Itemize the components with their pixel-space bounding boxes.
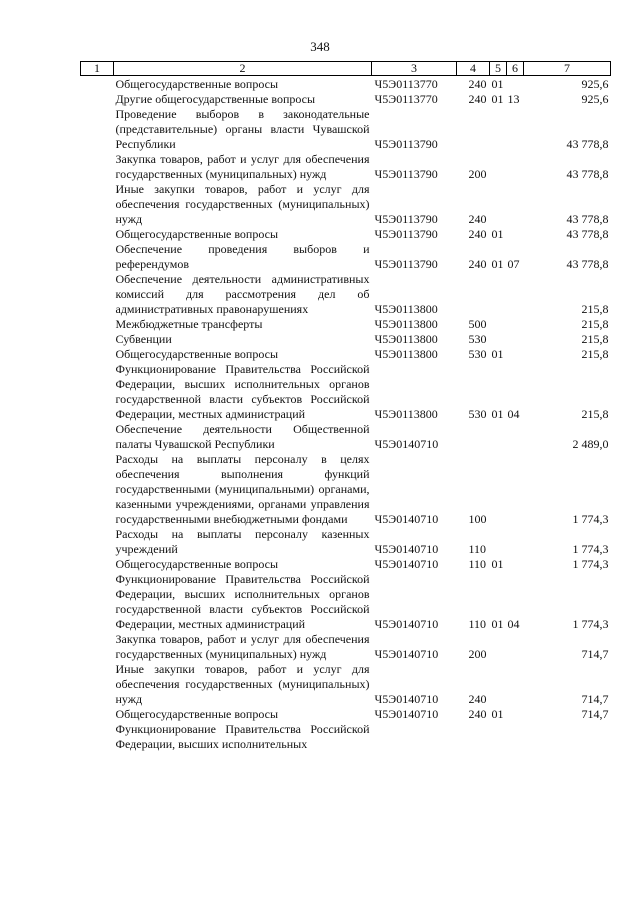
cell-sum: 215,8: [581, 302, 609, 316]
cell-code: Ч5Э0113800: [374, 347, 438, 361]
cell-expense-type: 240: [468, 92, 487, 106]
cell-expense-type: 240: [468, 77, 487, 91]
cell-expense-type: [457, 107, 490, 152]
cell-name: Закупка товаров, работ и услуг для обеспечения государственных (муниципальных) нужд: [115, 152, 370, 181]
cell-section: [490, 632, 507, 662]
cell-number: [81, 92, 114, 107]
cell-sum: 714,7: [581, 647, 609, 661]
table-row: [81, 242, 611, 272]
cell-expense-type: 240: [468, 212, 487, 226]
cell-number: [81, 527, 114, 557]
table-row: [81, 182, 611, 227]
cell-section: 01: [491, 407, 504, 421]
cell-name: Общегосударственные вопросы: [115, 347, 279, 361]
cell-subsection: 07: [507, 257, 520, 271]
cell-sum: 1 774,3: [572, 557, 609, 571]
cell-sum: 215,8: [581, 332, 609, 346]
cell-sum: 215,8: [581, 347, 609, 361]
cell-sum: 43 778,8: [566, 257, 609, 271]
cell-section: [490, 527, 507, 557]
cell-section: [490, 107, 507, 152]
cell-section: 01: [491, 227, 504, 241]
cell-sum: 215,8: [581, 317, 609, 331]
cell-code: Ч5Э0140710: [374, 647, 439, 661]
cell-section: [490, 317, 507, 332]
cell-expense-type: 110: [468, 542, 487, 556]
cell-code: Ч5Э0140710: [374, 617, 439, 631]
cell-sum: 43 778,8: [566, 167, 609, 181]
cell-name: Общегосударственные вопросы: [115, 707, 279, 721]
table-row: [81, 707, 611, 722]
table-row: [81, 272, 611, 317]
cell-name: Субвенции: [115, 332, 172, 346]
cell-number: [81, 242, 114, 272]
cell-name: Общегосударственные вопросы: [115, 557, 279, 571]
header-col-1: 1: [81, 62, 114, 76]
header-col-7: 7: [524, 62, 611, 76]
cell-sum: 1 774,3: [572, 512, 609, 526]
table-header: [81, 62, 611, 76]
table-row: [81, 632, 611, 662]
cell-section: [490, 272, 507, 317]
cell-expense-type: 110: [468, 557, 487, 571]
cell-code: Ч5Э0113790: [374, 137, 438, 151]
header-col-2: 2: [114, 62, 372, 76]
cell-code: Ч5Э0113800: [374, 317, 438, 331]
cell-number: [81, 572, 114, 632]
cell-section: [490, 332, 507, 347]
header-col-4: 4: [457, 62, 490, 76]
cell-number: [81, 722, 114, 752]
cell-subsection: 04: [507, 617, 520, 631]
table-row: [81, 152, 611, 182]
table-row: [81, 527, 611, 557]
cell-code: Ч5Э0113790: [374, 212, 438, 226]
cell-code: Ч5Э0140710: [374, 512, 439, 526]
cell-code: Ч5Э0113770: [374, 77, 438, 91]
table-row: [81, 92, 611, 107]
cell-expense-type: 110: [468, 617, 487, 631]
header-col-3: 3: [372, 62, 457, 76]
table-row: [81, 557, 611, 572]
cell-expense-type: 240: [468, 692, 487, 706]
cell-number: [81, 557, 114, 572]
table-row: [81, 76, 611, 93]
cell-number: [81, 107, 114, 152]
cell-code: Ч5Э0140710: [374, 557, 439, 571]
cell-subsection: [507, 347, 524, 362]
cell-number: [81, 452, 114, 527]
cell-subsection: [507, 152, 524, 182]
cell-name: Расходы на выплаты персоналу в целях обеспечения выполнения функций государственными (муниципальными) органами, казенными учреждениями, органами управления государственными внебюджетными фондами: [115, 452, 370, 526]
cell-number: [81, 422, 114, 452]
cell-code: Ч5Э0140710: [374, 692, 439, 706]
cell-expense-type: [457, 722, 490, 752]
cell-section: [490, 722, 507, 752]
cell-section: 01: [491, 92, 504, 106]
cell-name: Проведение выборов в законодательные (представительные) органы власти Чувашской Республики: [115, 107, 370, 151]
cell-sum: 1 774,3: [572, 617, 609, 631]
cell-name: Функционирование Правительства Российской Федерации, высших исполнительных: [115, 722, 370, 751]
cell-subsection: [507, 76, 524, 93]
cell-section: 01: [491, 617, 504, 631]
cell-section: [490, 452, 507, 527]
cell-expense-type: 240: [468, 707, 487, 721]
cell-code: Ч5Э0113800: [374, 302, 438, 316]
cell-section: 01: [491, 707, 504, 721]
cell-expense-type: [457, 422, 490, 452]
cell-number: [81, 272, 114, 317]
cell-subsection: [507, 422, 524, 452]
table-row: [81, 227, 611, 242]
header-col-6: 6: [507, 62, 524, 76]
cell-sum: 714,7: [581, 692, 609, 706]
cell-expense-type: 240: [468, 227, 487, 241]
table-row: [81, 362, 611, 422]
cell-name: Функционирование Правительства Российской Федерации, высших исполнительных органов государственной власти субъектов Российской Федерации, местных администраций: [115, 572, 370, 631]
cell-name: Общегосударственные вопросы: [115, 77, 279, 91]
cell-name: Иные закупки товаров, работ и услуг для обеспечения государственных (муниципальных) нужд: [115, 662, 370, 706]
cell-code: Ч5Э0113790: [374, 167, 438, 181]
cell-section: [490, 662, 507, 707]
cell-number: [81, 707, 114, 722]
cell-section: 01: [491, 257, 504, 271]
cell-subsection: [507, 527, 524, 557]
cell-sum: 925,6: [581, 77, 609, 91]
cell-expense-type: 100: [468, 512, 487, 526]
budget-table: [80, 61, 611, 752]
cell-code: Ч5Э0113790: [374, 257, 438, 271]
cell-expense-type: 200: [468, 647, 487, 661]
table-row: [81, 347, 611, 362]
cell-name: Расходы на выплаты персоналу казенных учреждений: [115, 527, 370, 556]
cell-expense-type: [457, 272, 490, 317]
cell-number: [81, 152, 114, 182]
cell-subsection: [507, 227, 524, 242]
cell-name: Межбюджетные трансферты: [115, 317, 263, 331]
cell-section: [490, 182, 507, 227]
cell-sum: 2 489,0: [572, 437, 609, 451]
cell-number: [81, 182, 114, 227]
cell-number: [81, 347, 114, 362]
cell-expense-type: 530: [468, 347, 487, 361]
cell-subsection: 04: [507, 407, 520, 421]
table-row: [81, 332, 611, 347]
cell-sum: 43 778,8: [566, 212, 609, 226]
cell-subsection: [507, 332, 524, 347]
cell-name: Функционирование Правительства Российской Федерации, высших исполнительных органов государственной власти субъектов Российской Федерации, местных администраций: [115, 362, 370, 421]
table-row: [81, 722, 611, 752]
cell-sum: 1 774,3: [572, 542, 609, 556]
cell-subsection: [507, 557, 524, 572]
cell-number: [81, 632, 114, 662]
cell-name: Обеспечение деятельности Общественной палаты Чувашской Республики: [115, 422, 370, 451]
cell-subsection: [507, 662, 524, 707]
cell-section: 01: [491, 347, 504, 361]
cell-number: [81, 362, 114, 422]
cell-subsection: [507, 452, 524, 527]
cell-code: Ч5Э0140710: [374, 437, 439, 451]
cell-expense-type: 500: [468, 317, 487, 331]
table-body: [81, 76, 611, 753]
cell-name: Общегосударственные вопросы: [115, 227, 279, 241]
cell-code: Ч5Э0113800: [374, 332, 438, 346]
cell-name: Иные закупки товаров, работ и услуг для обеспечения государственных (муниципальных) нужд: [115, 182, 370, 226]
cell-code: Ч5Э0113770: [374, 92, 438, 106]
cell-sum: 714,7: [581, 707, 609, 721]
cell-section: [490, 422, 507, 452]
page-number: 348: [310, 39, 330, 54]
cell-sum: [524, 722, 611, 752]
cell-section: 01: [491, 77, 504, 91]
cell-code: Ч5Э0140710: [374, 542, 439, 556]
cell-expense-type: 200: [468, 167, 487, 181]
cell-subsection: [507, 317, 524, 332]
cell-expense-type: 530: [468, 332, 487, 346]
table-row: [81, 422, 611, 452]
cell-sum: 925,6: [581, 92, 609, 106]
cell-subsection: [507, 632, 524, 662]
cell-name: Обеспечение проведения выборов и референдумов: [115, 242, 370, 271]
cell-number: [81, 227, 114, 242]
table-row: [81, 662, 611, 707]
table-row: [81, 452, 611, 527]
cell-subsection: [507, 707, 524, 722]
cell-expense-type: 240: [468, 257, 487, 271]
cell-name: Другие общегосударственные вопросы: [115, 92, 316, 106]
table-row: [81, 107, 611, 152]
cell-name: Обеспечение деятельности административных комиссий для рассмотрения дел об административных правонарушениях: [115, 272, 370, 316]
cell-code: Ч5Э0113790: [374, 227, 438, 241]
cell-code: Ч5Э0140710: [374, 707, 439, 721]
cell-subsection: 13: [507, 92, 520, 106]
cell-subsection: [507, 107, 524, 152]
cell-section: [490, 152, 507, 182]
cell-sum: 43 778,8: [566, 227, 609, 241]
table-row: [81, 317, 611, 332]
cell-name: Закупка товаров, работ и услуг для обеспечения государственных (муниципальных) нужд: [115, 632, 370, 661]
table-row: [81, 572, 611, 632]
header-col-5: 5: [490, 62, 507, 76]
cell-number: [81, 332, 114, 347]
cell-code: Ч5Э0113800: [374, 407, 438, 421]
cell-sum: 43 778,8: [566, 137, 609, 151]
cell-number: [81, 317, 114, 332]
cell-code: [372, 722, 457, 752]
cell-subsection: [507, 182, 524, 227]
cell-sum: 215,8: [581, 407, 609, 421]
cell-subsection: [507, 272, 524, 317]
header-row: [81, 62, 611, 76]
cell-subsection: [507, 722, 524, 752]
cell-section: 01: [491, 557, 504, 571]
cell-number: [81, 662, 114, 707]
cell-expense-type: 530: [468, 407, 487, 421]
cell-number: [81, 76, 114, 93]
